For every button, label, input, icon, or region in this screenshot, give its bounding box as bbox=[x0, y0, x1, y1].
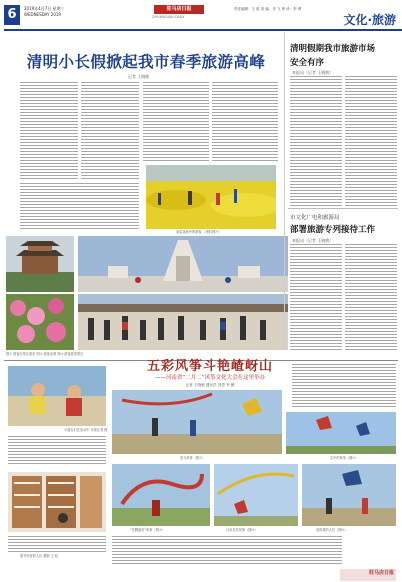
library-photo bbox=[8, 472, 106, 532]
main-article-col-bottom bbox=[20, 183, 139, 231]
library-caption-text bbox=[8, 536, 106, 552]
kite-long-photo bbox=[214, 464, 298, 526]
kite-photo-5-caption: 放风筝的人们（图⑤） bbox=[316, 528, 348, 532]
pagoda-photo bbox=[6, 236, 74, 292]
kite-flying-photo bbox=[112, 390, 282, 454]
kite-photo-2-caption: 空中的风筝（图②） bbox=[330, 456, 359, 460]
section-title: 文化·旅游 bbox=[343, 13, 396, 27]
kite-photo-3-caption: “龙腾盛世”风筝（图③） bbox=[130, 528, 165, 532]
masthead-edition: ZHUMADIAN DAILY bbox=[152, 15, 185, 19]
right-mid-byline: 本报讯（记者 王晓敏） bbox=[292, 238, 334, 243]
main-article-col-2 bbox=[81, 82, 139, 180]
main-photos-caption: 图① 游客在景区游览 图② 游客参观 图③ 游客游览景区 bbox=[6, 352, 84, 356]
kite-article-title: 五彩风筝斗艳嵖岈山 bbox=[146, 359, 273, 374]
footer-logo-text: 驻马店日报 bbox=[368, 570, 394, 576]
right-top-title-line1: 清明假期我市旅游市场 bbox=[290, 44, 376, 54]
masthead: 驻马店日报 bbox=[154, 5, 204, 14]
crowd-photo bbox=[78, 294, 288, 350]
right-top-title-line2: 安全有序 bbox=[290, 58, 325, 68]
kite-sky-photo bbox=[286, 412, 396, 454]
kite-article-subtitle: ——河南省“二月二”风筝文化大会在这里举办 bbox=[154, 375, 266, 381]
main-article-byline: 记者 王晓敏 bbox=[128, 74, 150, 79]
page-header bbox=[2, 2, 400, 30]
rapeseed-field-photo bbox=[146, 165, 276, 229]
main-article-title: 清明小长假掀起我市春季旅游高峰 bbox=[26, 53, 266, 71]
column-divider bbox=[284, 32, 285, 350]
kite-photo-4-caption: 百米长龙风筝（图④） bbox=[226, 528, 258, 532]
editors-line: 责任编辑：王 晗 美 编：齐 飞 审 读：李 勇 bbox=[234, 7, 302, 11]
page-number: 6 bbox=[4, 5, 20, 25]
right-mid-title: 部署旅游专列接待工作 bbox=[290, 225, 376, 235]
kite-article-text-right bbox=[292, 364, 396, 408]
flowers-photo bbox=[6, 294, 74, 350]
main-article-col-1 bbox=[20, 82, 78, 180]
right-mid-col-2 bbox=[345, 244, 397, 350]
children-photo bbox=[8, 366, 106, 426]
right-mid-kicker: 市文化广电和旅游局 bbox=[290, 215, 340, 221]
issue-subline: WEDNESDAY 2019 bbox=[24, 12, 61, 17]
rapeseed-photo-caption: 油菜花海中的游客 （资料图片） bbox=[176, 230, 222, 234]
lower-left-text bbox=[8, 436, 106, 466]
header-rule bbox=[4, 29, 402, 31]
right-mid-col-1 bbox=[290, 244, 342, 350]
main-article-col-3 bbox=[143, 82, 209, 162]
kite-people-photo bbox=[302, 464, 396, 526]
issue-date: 2019年4月7日 星期三 bbox=[24, 6, 65, 11]
library-photo-caption: 图书馆里的人们 摄影 王 晗 bbox=[20, 554, 59, 558]
main-article-col-4 bbox=[212, 82, 278, 162]
kite-dragon-photo bbox=[112, 464, 210, 526]
monument-photo bbox=[78, 236, 288, 292]
kite-photo-1-caption: 放飞风筝（图①） bbox=[180, 456, 206, 460]
kite-article-text-bottom bbox=[112, 536, 342, 566]
kite-article-byline: 记者 王晓敏 通讯员 刘思 李 鹏 bbox=[185, 383, 235, 387]
right-top-byline: 本报讯（记者 王晓敏） bbox=[292, 70, 334, 75]
children-photo-caption: 小朋友们在活动中 本报记者 摄 bbox=[64, 428, 108, 432]
right-top-col-1 bbox=[290, 76, 342, 206]
right-section-rule bbox=[288, 208, 398, 209]
right-top-col-2 bbox=[345, 76, 397, 206]
